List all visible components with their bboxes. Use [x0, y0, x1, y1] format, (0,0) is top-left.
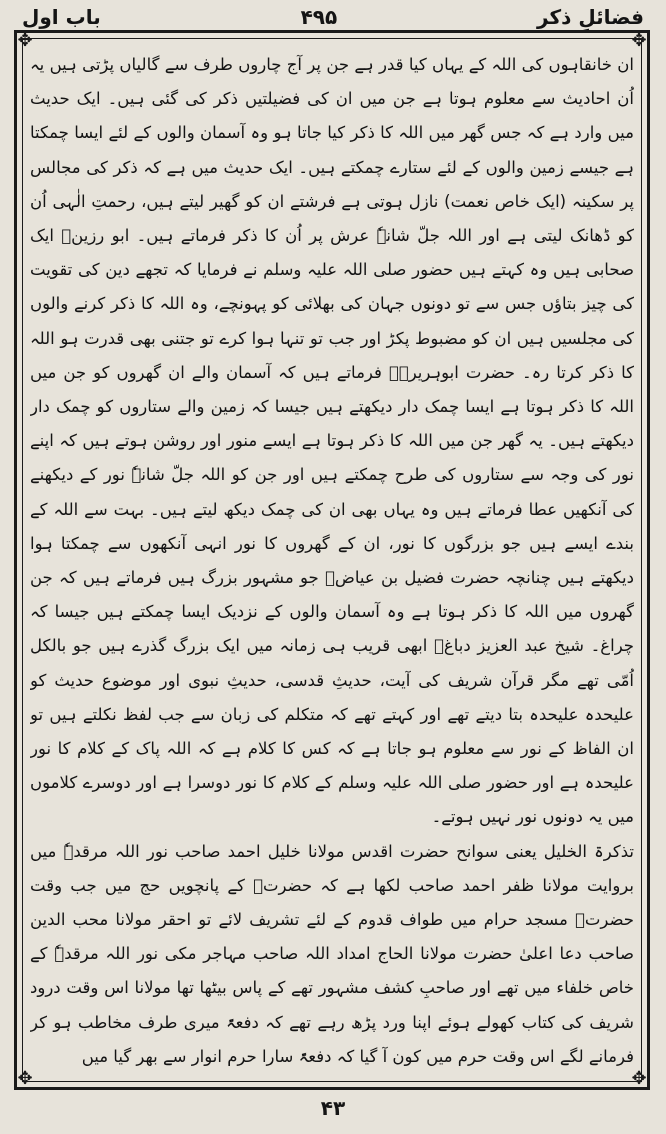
corner-ornament-icon: ✥	[17, 1068, 33, 1089]
page-number-bottom: ۴۳	[320, 1096, 346, 1120]
corner-ornament-icon: ✥	[17, 30, 33, 51]
running-title: فضائلِ ذکر	[537, 5, 644, 29]
chapter-title: باب اول	[22, 5, 101, 29]
paragraph: ان خانقاہوں کی اللہ کے یہاں کیا قدر ہے جن پر آج چاروں طرف سے گالیاں پڑتی ہیں یہ اُن احادیث سے معلوم ہوتا ہے جن میں ان کی فضیلتیں ذکر کی گئی ہیں۔ ایک حدیث میں وارد ہے کہ جس گھر میں اللہ کا ذکر کیا جاتا ہو وہ آسمان والوں کے لئے ایسا چمکتا ہے جیسے زمین والوں کے لئے ستارے چمکتے ہیں۔ ایک حدیث میں ہے کہ ذکر کی مجالس پر سکینہ (ایک خاص نعمت) نازل ہوتی ہے فرشتے ان کو گھیر لیتے ہیں، رحمتِ الٰہی اُن کو ڈھانک لیتی ہے اور اللہ جلّ شانہٗ عرش پر اُن کا ذکر فرماتے ہیں۔ ابو رزینؓ ایک صحابی ہیں وہ کہتے ہیں حضور صلی اللہ علیہ وسلم نے فرمایا کہ تجھے دین کی تقویت کی چیز بتاؤں جس سے تو دونوں جہان کی بھلائی کو پہونچے، وہ اللہ کا ذکر کرنے والوں کی مجلسیں ہیں ان کو مضبوط پکڑ اور جب تو تنہا ہوا کرے تو جتنی بھی قدرت ہو اللہ کا ذکر کرتا رہ۔ حضرت ابوہریرہؓ فرماتے ہیں کہ آسمان والے ان گھروں کو جن میں اللہ کا ذکر ہوتا ہے ایسا چمک دار دیکھتے ہیں جیسا کہ زمین والے ستاروں کو چمک دار دیکھتے ہیں۔ یہ گھر جن میں اللہ کا ذکر ہوتا ہے ایسے منور اور روشن ہوتے ہیں کہ اپنے نور کی وجہ سے ستاروں کی طرح چمکتے ہیں اور جن کو اللہ جلّ شانہٗ نور کے دیکھنے کی آنکھیں عطا فرماتے ہیں وہ یہاں بھی ان کی چمک دیکھ لیتے ہیں۔ بہت سے اللہ کے بندے ایسے ہیں جو بزرگوں کا نور، ان کے گھروں کا نور انہی آنکھوں سے چمکتا ہوا دیکھتے ہیں چنانچہ حضرت فضیل بن عیاضؒ جو مشہور بزرگ ہیں فرماتے ہیں کہ جن گھروں میں اللہ کا ذکر ہوتا ہے وہ آسمان والوں کے نزدیک ایسا چمکتے ہیں جیسا کہ چراغ۔ شیخ عبد العزیز دباغؒ ابھی قریب ہی زمانہ میں ایک بزرگ گذرے ہیں جو بالکل اُمّی تھے مگر قرآن شریف کی آیت، حدیثِ قدسی، حدیثِ نبوی اور موضوع حدیث کو علیحدہ علیحدہ بتا دیتے تھے اور کہتے تھے کہ متکلم کی زبان سے جب لفظ نکلتے ہیں تو ان الفاظ کے نور سے معلوم ہو جاتا ہے کہ کس کا کلام ہے کہ اللہ پاک کے کلام کا نور علیحدہ ہے اور حضور صلی اللہ علیہ وسلم کے کلام کا نور دوسرا ہے اور دوسرے کلاموں میں یہ دونوں نور نہیں ہوتے۔	[30, 55, 634, 827]
paragraph: تذکرۃ الخلیل یعنی سوانح حضرت اقدس مولانا خلیل احمد صاحب نور اللہ مرقدہٗ میں بروایت مولانا ظفر احمد صاحب لکھا ہے کہ حضرتؒ کے پانچویں حج میں جب وقت حضرتؒ مسجد حرام میں طواف قدوم کے لئے تشریف لائے تو احقر مولانا محب الدین صاحب دعا اعلیٰ حضرت مولانا الحاج امداد اللہ صاحب مہاجر مکی نور اللہ مرقدہٗ کے خاص خلفاء میں تھے اور صاحبِ کشف مشہور تھے کے پاس بیٹھا تھا مولانا اس وقت درود شریف کی کتاب کھولے ہوئے اپنا ورد پڑھ رہے تھے کہ دفعۃً میری طرف مخاطب ہو کر فرمانے لگے اس وقت حرم میں کون آ گیا کہ دفعۃً سارا حرم انوار سے بھر گیا میں	[30, 841, 634, 1066]
body-text	[30, 48, 634, 1078]
corner-ornament-icon: ✥	[631, 1068, 647, 1089]
corner-ornament-icon: ✥	[631, 30, 647, 51]
page-number-top: ۴۹۵	[300, 5, 338, 29]
page-header	[22, 4, 644, 30]
